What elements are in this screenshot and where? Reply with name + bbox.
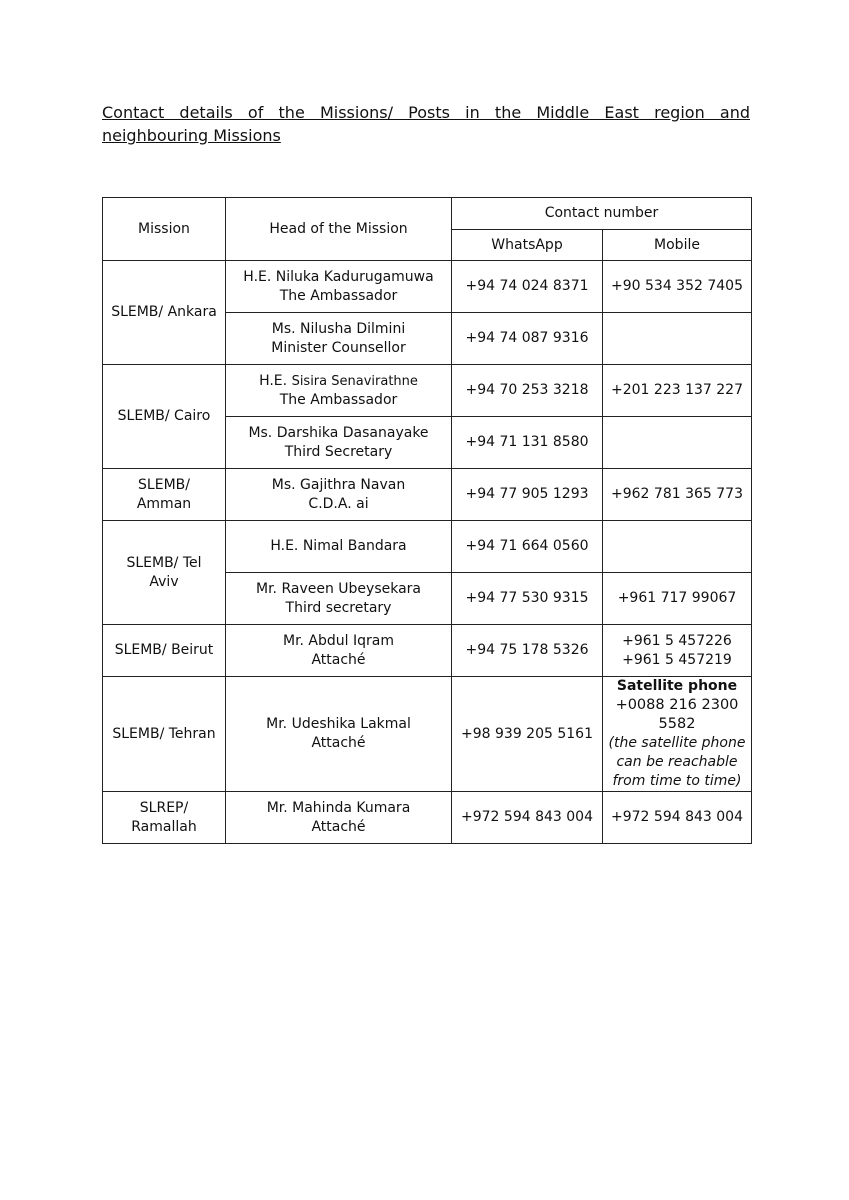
head-name-prefix: H.E. (259, 372, 288, 389)
mobile-number (603, 521, 752, 573)
whatsapp-number[interactable]: +94 71 664 0560 (452, 521, 603, 573)
whatsapp-number[interactable]: +94 77 905 1293 (452, 469, 603, 521)
mission-cell: SLEMB/ Beirut (103, 625, 226, 677)
head-name-line (230, 372, 447, 391)
whatsapp-number[interactable]: +98 939 205 5161 (452, 677, 603, 792)
head-cell (226, 573, 452, 625)
whatsapp-number[interactable]: +94 74 024 8371 (452, 261, 603, 313)
table-row (103, 625, 752, 677)
mobile-number[interactable]: +90 534 352 7405 (603, 261, 752, 313)
mobile-number[interactable]: +962 781 365 773 (603, 469, 752, 521)
mobile-number[interactable]: +972 594 843 004 (603, 792, 752, 844)
whatsapp-number[interactable]: +972 594 843 004 (452, 792, 603, 844)
mobile-number[interactable]: +961 5 457219 (622, 651, 732, 668)
mission-line-2: Ramallah (131, 818, 197, 835)
mission-cell (103, 521, 226, 625)
head-cell (226, 469, 452, 521)
header-row (103, 198, 752, 230)
satellite-phone-label: Satellite phone (616, 678, 738, 694)
head-cell (226, 261, 452, 313)
mission-cell: SLEMB/ Cairo (103, 365, 226, 469)
satellite-note: can be reachable (616, 754, 738, 770)
contacts-table (102, 197, 752, 844)
head-name: H.E. Nimal Bandara (270, 538, 407, 554)
table-row (103, 261, 752, 313)
mobile-numbers (603, 625, 752, 677)
head-name: Mr. Mahinda Kumara (266, 799, 411, 816)
header-mission: Mission (103, 198, 226, 261)
head-name: Ms. Nilusha Dilmini (271, 320, 406, 337)
mobile-number (603, 313, 752, 365)
header-whatsapp: WhatsApp (452, 230, 603, 261)
head-name: Mr. Udeshika Lakmal (266, 716, 411, 732)
head-cell (226, 521, 452, 573)
mission-cell: SLEMB/ Tehran (103, 677, 226, 792)
whatsapp-number[interactable]: +94 77 530 9315 (452, 573, 603, 625)
header-mobile: Mobile (603, 230, 752, 261)
head-name: Ms. Gajithra Navan (271, 476, 406, 493)
table-row (103, 792, 752, 844)
mobile-number[interactable]: +201 223 137 227 (603, 365, 752, 417)
head-title: Minister Counsellor (271, 339, 406, 356)
whatsapp-number[interactable]: +94 74 087 9316 (452, 313, 603, 365)
mission-line-1: SLREP/ (139, 799, 189, 816)
head-title: Attaché (311, 818, 366, 835)
head-title: Third Secretary (284, 443, 393, 460)
head-title: The Ambassador (279, 391, 398, 408)
head-title: C.D.A. ai (308, 495, 369, 512)
mobile-cell (603, 677, 752, 792)
mission-line-1: SLEMB/ Tel (126, 554, 202, 571)
mission-cell (103, 792, 226, 844)
mobile-number[interactable]: +961 5 457226 (622, 632, 732, 649)
mission-cell: SLEMB/ Ankara (103, 261, 226, 365)
whatsapp-number[interactable]: +94 71 131 8580 (452, 417, 603, 469)
mission-line-1: SLEMB/ (138, 476, 190, 493)
head-title: Attaché (311, 651, 366, 668)
satellite-note: (the satellite phone (608, 735, 746, 751)
head-cell (226, 365, 452, 417)
table-row (103, 521, 752, 573)
head-name: Ms. Darshika Dasanayake (248, 424, 429, 441)
satellite-phone-number-cont[interactable]: 5582 (658, 716, 696, 732)
head-cell (226, 625, 452, 677)
satellite-phone-number[interactable]: +0088 216 2300 (615, 697, 739, 713)
mobile-number[interactable]: +961 717 99067 (603, 573, 752, 625)
head-title: Attaché (311, 735, 366, 751)
mobile-number (603, 417, 752, 469)
head-name: Sisira Senavirathne (291, 373, 418, 389)
header-head-of-mission: Head of the Mission (226, 198, 452, 261)
mission-cell (103, 469, 226, 521)
head-title: The Ambassador (279, 287, 398, 304)
whatsapp-number[interactable]: +94 75 178 5326 (452, 625, 603, 677)
table-row (103, 677, 752, 792)
mission-line-2: Amman (136, 495, 192, 512)
head-cell (226, 417, 452, 469)
whatsapp-number[interactable]: +94 70 253 3218 (452, 365, 603, 417)
head-cell (226, 313, 452, 365)
header-contact-number: Contact number (452, 198, 752, 230)
mission-line-2: Aviv (149, 573, 179, 590)
head-cell (226, 792, 452, 844)
document-title: Contact details of the Missions/ Posts in the Middle East region and neighbouring Missions (102, 103, 750, 145)
table-row (103, 469, 752, 521)
satellite-note: from time to time) (612, 773, 742, 789)
head-title: Third secretary (285, 599, 392, 616)
table-row (103, 365, 752, 417)
head-name: H.E. Niluka Kadurugamuwa (243, 268, 434, 285)
head-name: Mr. Raveen Ubeysekara (256, 580, 421, 597)
head-name: Mr. Abdul Iqram (282, 632, 394, 649)
head-cell (226, 677, 452, 792)
